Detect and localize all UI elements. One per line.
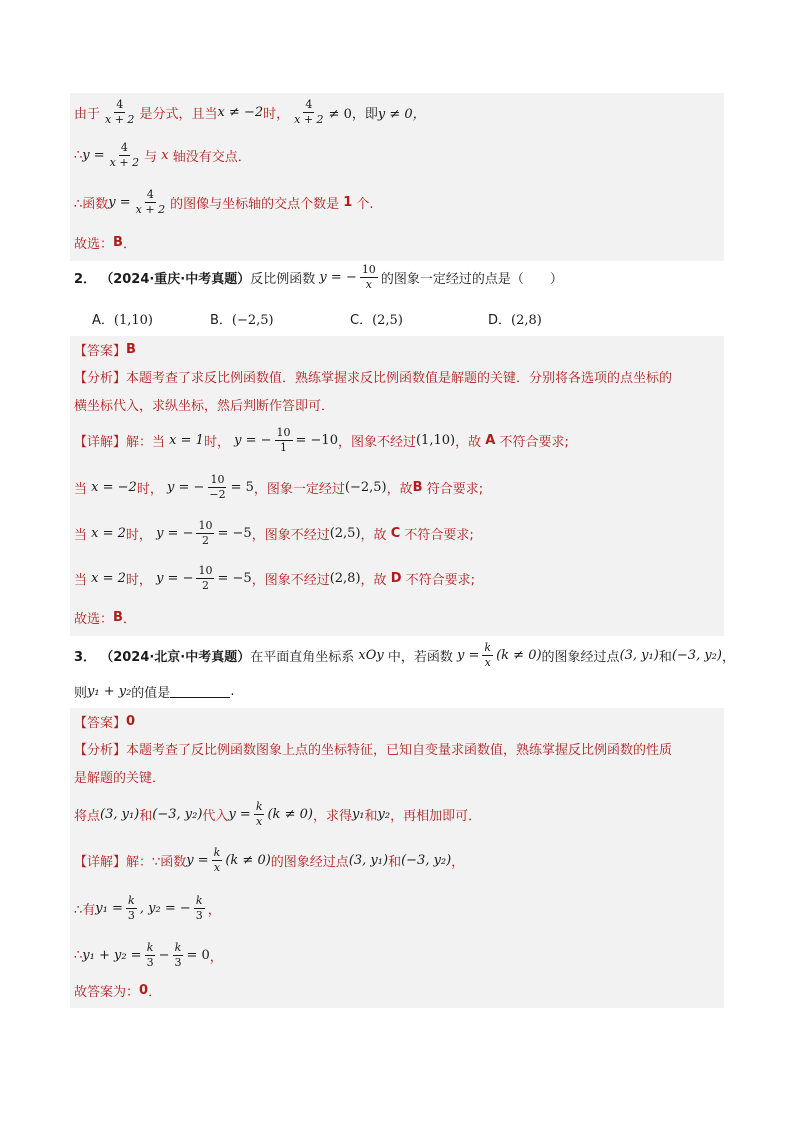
math: (k ≠ 0) [225,852,271,868]
fraction-k-over-3: $\frac{k}{3}$ [146,940,154,969]
text: 的图象一定经过的点是（ ） [380,271,563,287]
math: = −5 [217,525,252,541]
math: y = − [319,269,357,285]
math: = 5 [230,479,254,495]
q2-detail-3 [74,518,474,548]
text: 时， [136,481,163,497]
math: y = [228,806,251,822]
text: 与 [144,149,158,165]
math: = −10 [295,432,338,448]
text: 的值是 [131,685,171,701]
answer-choice: B [113,234,123,250]
detail-tag: 【详解】 [74,434,127,450]
option-letter: B [412,479,423,495]
text: 轴没有交点． [172,149,251,165]
q2-choose [74,602,136,632]
therefore-symbol: ∴ [74,147,83,163]
text: 则 [74,685,88,701]
text: 在平面直角坐标系 [250,649,355,665]
analysis-tag: 【分析】 [74,742,127,758]
answer-value: B [126,341,136,357]
fraction-10-over-x: $\frac{10}{x}$ [361,262,376,291]
math: y₁ = [95,900,123,916]
detail-tag: 【详解】 [74,854,127,870]
answer-blank [170,685,230,698]
fraction: $\frac{10}{1}$ [276,425,291,454]
q3-detail-1 [74,845,464,875]
math: y₂ [377,806,391,822]
option-a: A．(1,10) [92,312,153,328]
conclusion: y ≠ 0， [377,106,426,122]
math: y = − [156,525,194,541]
math: y₁ + y₂ = [82,947,142,963]
text: ． [148,984,162,1000]
q3-stem [74,640,735,670]
point: (3, y₁) [348,852,389,868]
option-letter: A [485,432,496,448]
text: . [230,683,235,699]
analysis-text: 是解题的关键． [74,770,166,786]
point: (2,5) [329,525,361,541]
text: 当 [74,527,88,543]
math: y = − [234,432,272,448]
text: 和 [364,808,378,824]
fraction-4-over-x-plus-2: $\frac{4}{x + 2}$ [135,187,166,216]
fraction-k-over-3: $\frac{k}{3}$ [127,893,135,922]
text: 故选： [74,611,114,627]
fraction: $\frac{10}{2}$ [198,518,213,547]
text: ，图象不经过 [251,572,330,588]
text: 将点 [74,808,101,824]
answer-value: 0 [139,982,149,998]
text: ∴ [74,947,83,963]
math: y = [457,647,480,663]
text: ，故 [360,527,387,543]
text: 是分式，且当 [139,106,218,122]
q2-detail-4 [74,563,475,593]
fraction-4-over-x-plus-2: $\frac{4}{x + 2}$ [294,97,324,126]
text: ∴有 [74,902,96,918]
text: 时， [263,106,290,122]
math: = −5 [217,570,252,586]
q2-options [92,303,568,333]
q1-line-1 [74,97,426,127]
fraction: $\frac{10}{2}$ [198,563,213,592]
text: 当 [74,572,88,588]
text: 个. [356,196,374,212]
math: (k ≠ 0) [267,806,313,822]
math: y = − [156,570,194,586]
q3-final [74,975,161,1005]
fraction: $\frac{10}{-2}$ [209,472,226,501]
fraction-k-over-x: $\frac{k}{x}$ [484,640,492,669]
text: 时， [203,434,230,450]
math: x = 1 [169,432,204,448]
q2-analysis-1 [74,361,672,391]
text: 的图象经过点 [541,649,620,665]
point: (1,10) [415,432,456,448]
text: ，再相加即可． [390,808,482,824]
text: 和 [388,854,402,870]
text: ，图象不经过 [337,434,416,450]
inequality: ≠ 0，即 [328,106,378,122]
text: ∴函数 [74,196,109,212]
q2-detail-2 [74,472,483,502]
math: y₁ [351,806,365,822]
text: 时， [125,527,152,543]
math: y = − [166,479,205,495]
option-c: C．(2,5) [350,312,403,328]
analysis-text: 本题考查了反比例函数图象上点的坐标特征，已知自变量求函数值，熟练掌握反比例函数的性质 [126,742,673,758]
math: (k ≠ 0) [496,647,542,663]
text: ，故 [455,434,482,450]
q3-analysis-2 [74,761,165,791]
text: 时， [125,572,152,588]
text: ， [207,902,221,918]
text: 不符合要求; [499,434,569,450]
q2-stem [74,262,563,292]
text: ， [721,649,735,665]
point: (3, y₁) [100,806,140,822]
math: x = −2 [91,479,137,495]
math: − [158,947,170,963]
axis-x: x [161,147,169,163]
text: 不符合要求; [405,572,476,588]
q2-answer [74,334,136,364]
q1-line-2: ∴ y = $\frac{4}{x + 2}$ 与 x 轴没有交点． [74,140,251,169]
math: = 0 [186,947,210,963]
text: 当 [74,481,88,497]
analysis-text: 横坐标代入，求纵坐标，然后判断作答即可． [74,398,335,414]
q3-detail-3 [74,940,223,970]
math: x = 2 [91,570,126,586]
fraction-k-over-3: $\frac{k}{3}$ [195,893,203,922]
answer-tag: 【答案】 [74,715,127,731]
text: 解：∵函数 [126,854,187,870]
text: 的图像与坐标轴的交点个数是 [170,196,340,212]
math: y = [186,852,209,868]
q3-analysis-1 [74,733,672,763]
q3-detail-2 [74,893,221,923]
point: (2,8) [329,570,361,586]
analysis-text: 本题考查了求反比例函数值．熟练掌握求反比例函数值是解题的关键．分别将各选项的点坐标的 [126,370,673,386]
fraction-4-over-x-plus-2: $\frac{4}{x + 2}$ [109,140,140,169]
q2-detail-1 [74,425,569,455]
q1-line-3: ∴函数 y = $\frac{4}{x + 2}$ 的图像与坐标轴的交点个数是 1 个. [74,187,374,216]
text: 的图象经过点 [270,854,349,870]
question-source: （2024·北京·中考真题） [100,649,251,665]
text: 解：当 [126,434,166,450]
fraction-k-over-3: $\frac{k}{3}$ [174,940,182,969]
answer-choice: B [113,609,123,625]
q3-answer [74,706,135,736]
point: (3, y₁) [619,647,659,663]
option-d: D．(2,8) [488,312,542,328]
text: ． [122,236,136,252]
question-source: （2024·重庆·中考真题） [100,271,251,287]
text: ，故 [386,481,413,497]
math: , y₂ = − [139,900,191,916]
text: 不符合要求; [404,527,474,543]
option-b: B．(−2,5) [210,312,274,328]
fraction-k-over-x: $\frac{k}{x}$ [255,799,263,828]
text: 代入 [202,808,229,824]
count-value: 1 [343,194,353,210]
answer-tag: 【答案】 [74,343,127,359]
math: y₁ + y₂ [87,683,132,699]
math: x = 2 [91,525,126,541]
q1-line-4 [74,227,136,257]
text: 符合要求; [426,481,484,497]
text: 由于 [74,106,101,122]
option-letter: D [390,570,402,586]
text: ，图象不经过 [251,527,330,543]
q3-stem-2 [74,676,234,706]
text: 中，若函数 [387,649,453,665]
text: 反比例函数 [250,271,316,287]
q2-analysis-2 [74,389,334,419]
point: (−3, y₂) [152,806,203,822]
text: 故选： [74,236,114,252]
text: 和 [658,649,672,665]
text: 和 [139,808,153,824]
text: ． [122,611,136,627]
point: (−3, y₂) [671,647,722,663]
option-letter: C [390,525,401,541]
q3-analysis-3 [74,799,481,829]
question-number: 2． [74,271,97,287]
text: 故答案为： [74,984,140,1000]
text: ，图象一定经过 [253,481,345,497]
analysis-tag: 【分析】 [74,370,127,386]
answer-value: 0 [126,713,136,729]
condition: x ≠ −2 [217,104,264,120]
math: xOy [358,647,384,663]
fraction-k-over-x: $\frac{k}{x}$ [213,845,221,874]
text: ，求得 [312,808,352,824]
point: (−3, y₂) [401,852,452,868]
question-number: 3． [74,649,97,665]
text: ， [209,949,223,965]
point: (−2,5) [344,479,387,495]
fraction-4-over-x-plus-2: $\frac{4}{x + 2}$ [105,97,135,126]
text: ， [451,854,465,870]
text: ，故 [360,572,387,588]
